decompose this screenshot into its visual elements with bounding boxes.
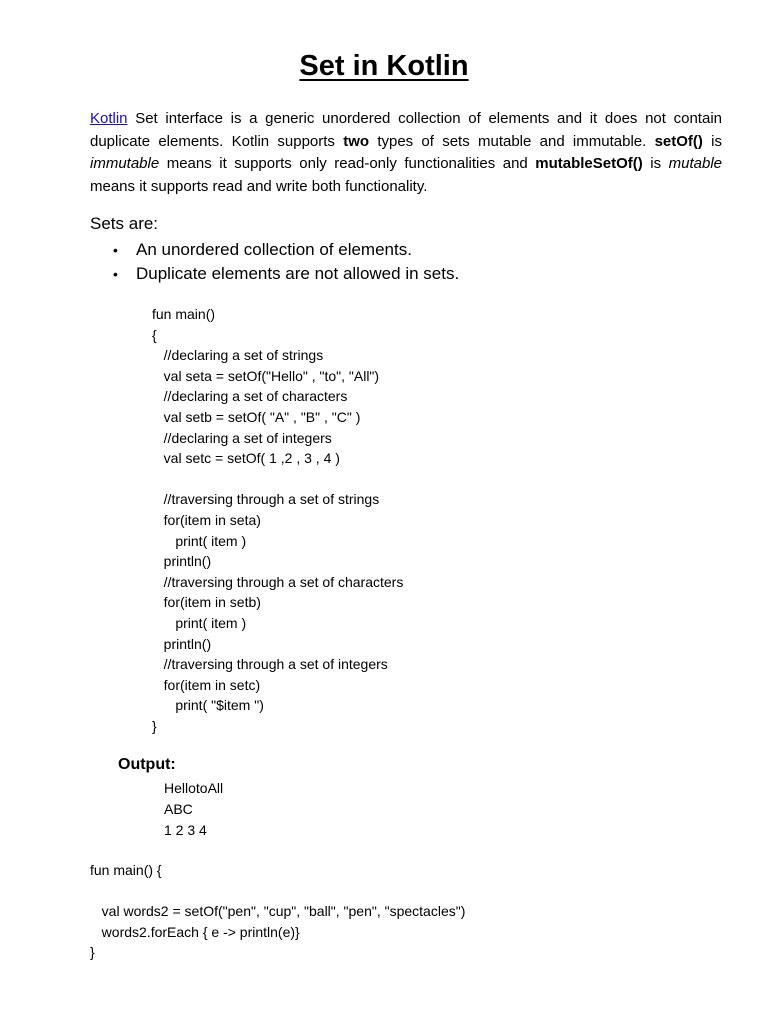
code-line: {	[152, 326, 157, 343]
intro-text-3: is	[702, 132, 723, 150]
intro-bold-setof: setOf()	[654, 132, 703, 150]
intro-bold-two: two	[343, 132, 370, 150]
bullet-text: An unordered collection of elements.	[136, 240, 412, 259]
code-line: }	[152, 717, 157, 734]
kotlin-link[interactable]: Kotlin	[90, 110, 128, 127]
code-line: //declaring a set of strings	[152, 347, 324, 364]
code-block-main	[152, 304, 403, 736]
list-item	[108, 262, 459, 286]
code-line: //traversing through a set of strings	[152, 491, 380, 508]
sets-heading: Sets are:	[90, 214, 159, 233]
intro-bold-mutablesetof: mutableSetOf()	[535, 155, 643, 172]
intro-paragraph	[90, 108, 722, 198]
code-line: println()	[152, 635, 212, 652]
code-line: for(item in setc)	[152, 676, 261, 693]
output-line: ABC	[164, 801, 193, 817]
code-line: fun main() {	[90, 862, 162, 878]
bullet-list	[108, 238, 459, 286]
code-line	[90, 881, 465, 902]
code-line: for(item in setb)	[152, 594, 261, 611]
code-line: val seta = setOf("Hello" , "to", "All")	[152, 367, 380, 384]
code-line: print( item )	[152, 614, 247, 631]
intro-text-6: means it supports read and write both functionality.	[90, 177, 428, 195]
intro-text-1: Set interface is a generic unordered collection of elements and it does not contain duplicate elements. Kotlin supports	[90, 110, 722, 150]
code-line: println()	[152, 553, 212, 570]
code-line: }	[90, 944, 95, 961]
intro-text-5: is	[642, 155, 669, 172]
code-line: fun main()	[152, 306, 216, 322]
bullet-text: Duplicate elements are not allowed in sets.	[136, 264, 460, 283]
code-line: words2.forEach { e -> println(e)}	[90, 923, 300, 940]
bullet-icon: •	[113, 266, 118, 282]
page-title: Set in Kotlin	[299, 50, 469, 82]
output-line: HellotoAll	[164, 780, 224, 796]
code-line: val setb = setOf( "A" , "B" , "C" )	[152, 408, 361, 425]
output-label: Output:	[118, 756, 176, 773]
output-block	[164, 778, 223, 841]
code-line	[152, 469, 403, 490]
code-line: //traversing through a set of integers	[152, 656, 388, 673]
code-line: val words2 = setOf("pen", "cup", "ball", "pen", "spectacles")	[90, 903, 466, 920]
output-line: 1 2 3 4	[164, 822, 207, 838]
code-block-words	[90, 860, 465, 963]
code-line: print( item )	[152, 532, 247, 549]
bullet-icon: •	[113, 242, 118, 258]
code-line: val setc = setOf( 1 ,2 , 3 , 4 )	[152, 450, 340, 467]
code-line: //traversing through a set of characters	[152, 573, 404, 590]
code-line: for(item in seta)	[152, 511, 261, 528]
code-line: print( "$item ")	[152, 697, 264, 714]
intro-italic-mutable: mutable	[668, 155, 722, 172]
intro-italic-immutable: immutable	[90, 155, 160, 172]
list-item	[108, 238, 459, 262]
code-line: //declaring a set of integers	[152, 429, 332, 446]
code-line: //declaring a set of characters	[152, 388, 348, 405]
intro-text-2: types of sets mutable and immutable.	[369, 132, 655, 150]
intro-text-4: means it supports only read-only functionalities and	[159, 155, 536, 172]
